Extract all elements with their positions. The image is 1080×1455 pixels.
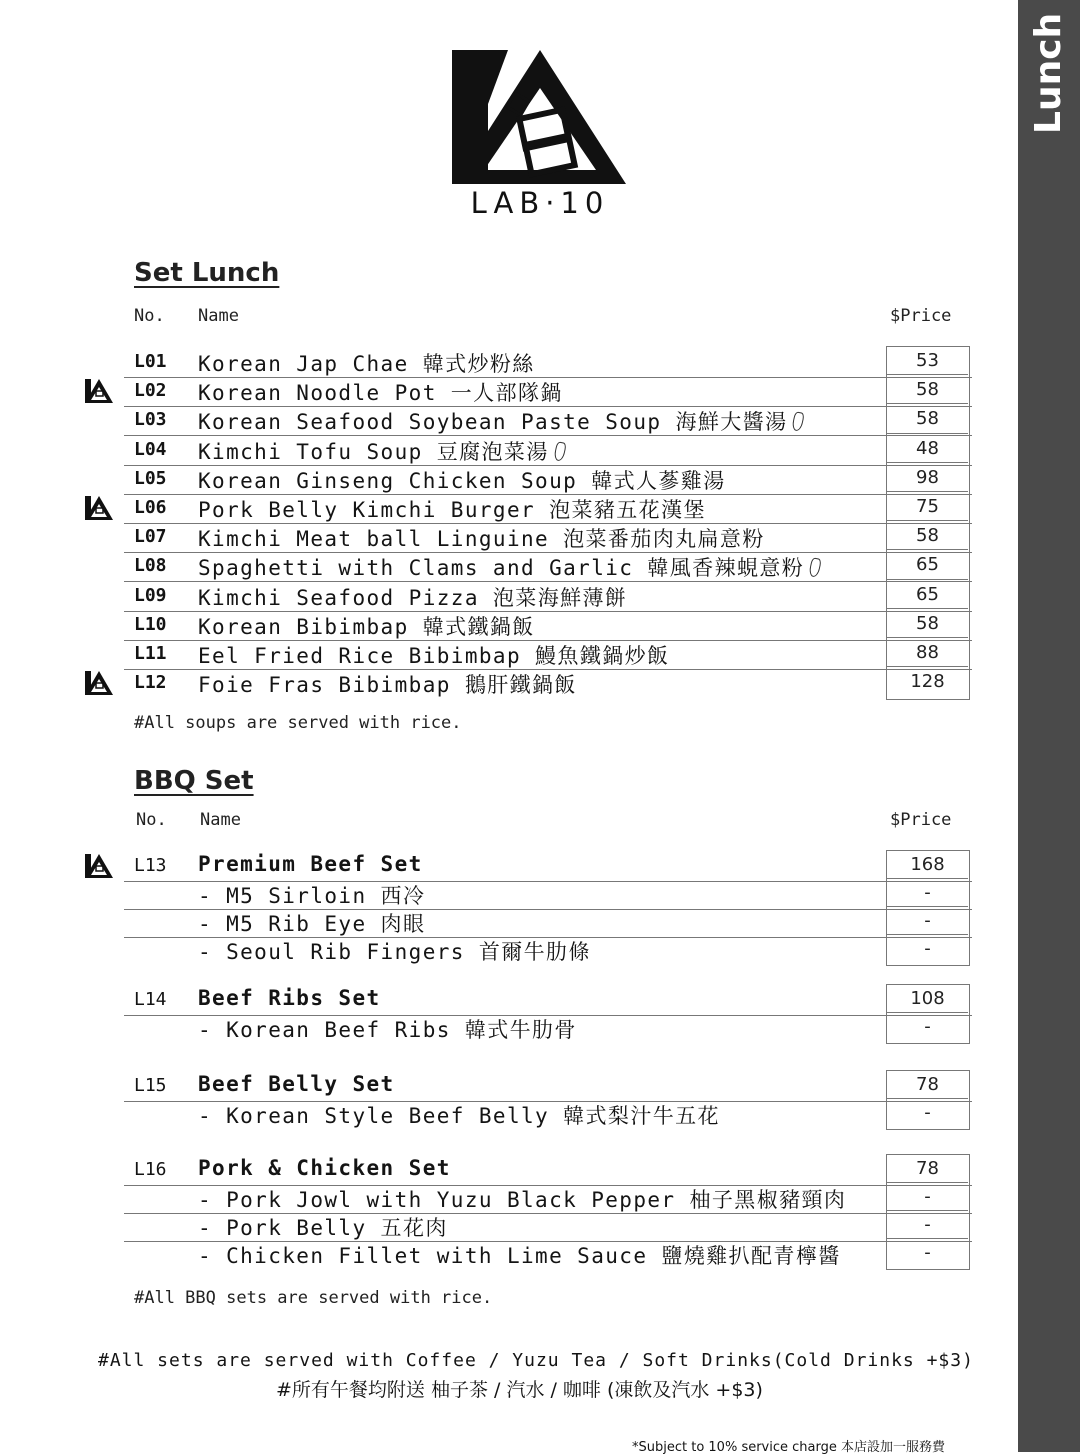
item-code: L09 — [134, 584, 167, 606]
brand-name: LAB·10 — [470, 186, 610, 220]
col-price-header: $Price — [890, 306, 952, 326]
set-name: Beef Ribs Set — [198, 986, 381, 1010]
bbq-item-name: - M5 Sirloin 西冷 — [198, 884, 426, 908]
set-name: Premium Beef Set — [198, 852, 423, 876]
bbq-set-row — [124, 1156, 972, 1186]
bbq-item-row — [124, 936, 972, 965]
lunch-price-box — [886, 346, 970, 700]
item-price: 58 — [887, 405, 968, 433]
bbq-item-price: - — [887, 879, 968, 907]
drinks-note-zh: #所有午餐均附送 柚子茶 / 汽水 / 咖啡 (凍飲及汽水 +$3) — [276, 1379, 763, 1401]
bbq-col-no-header: No. — [136, 810, 167, 830]
bbq-item-price: - — [887, 1183, 968, 1211]
bbq-price-box — [886, 984, 970, 1044]
item-name: Korean Seafood Soybean Paste Soup 海鮮大醬湯 — [198, 406, 803, 436]
item-code: L05 — [134, 467, 167, 489]
bbq-item-name: - Pork Belly 五花肉 — [198, 1216, 448, 1240]
bbq-item-price: - — [887, 907, 968, 935]
bbq-price-box — [886, 1154, 970, 1270]
item-code: L10 — [134, 613, 167, 635]
menu-item-row — [124, 465, 972, 495]
item-code: L04 — [134, 438, 167, 460]
sidebar-tab — [1018, 0, 1080, 1452]
item-name: Kimchi Meat ball Linguine 泡菜番茄肉丸扁意粉 — [198, 527, 765, 552]
bbq-item-price: - — [887, 1211, 968, 1239]
item-price: 58 — [887, 376, 968, 404]
item-code: L07 — [134, 526, 167, 548]
item-name: Eel Fried Rice Bibimbap 鰻魚鐵鍋炒飯 — [198, 644, 670, 668]
col-name-header: Name — [198, 306, 239, 326]
bbq-item-price: - — [924, 1102, 931, 1123]
item-price: 48 — [887, 435, 968, 463]
bbq-set-row — [124, 852, 972, 882]
item-price: 98 — [887, 464, 968, 492]
bbq-item-price: - — [924, 1016, 931, 1037]
item-name: Korean Ginseng Chicken Soup 韓式人蔘雞湯 — [198, 468, 726, 493]
menu-item-row — [124, 669, 972, 698]
bbq-item-row — [124, 1212, 972, 1242]
signature-dish-icon — [84, 852, 114, 886]
item-name: Pork Belly Kimchi Burger 泡菜豬五花漢堡 — [198, 498, 706, 522]
item-name: Korean Noodle Pot 一人部隊鍋 — [198, 381, 563, 406]
col-no-header: No. — [134, 306, 165, 326]
service-charge-note: *Subject to 10% service charge 本店設加一服務費 — [632, 1440, 945, 1455]
bbq-item-row — [124, 908, 972, 938]
item-name: Korean Bibimbap 韓式鐵鍋飯 — [198, 614, 535, 639]
bbq-col-name-header: Name — [200, 810, 241, 830]
bbq-item-row — [124, 880, 972, 910]
soups-note: #All soups are served with rice. — [134, 713, 462, 733]
set-lunch-title: Set Lunch — [134, 258, 280, 288]
menu-item-row — [124, 523, 972, 553]
sidebar-label: Lunch — [1028, 12, 1069, 134]
menu-item-row — [124, 582, 972, 612]
bbq-price-box — [886, 1070, 970, 1130]
set-code: L14 — [134, 989, 167, 1010]
bbq-item-price: - — [924, 1242, 931, 1263]
menu-item-row — [124, 552, 972, 582]
signature-dish-icon — [84, 494, 114, 528]
bbq-note: #All BBQ sets are served with rice. — [134, 1288, 493, 1308]
item-price: 75 — [887, 493, 968, 521]
bbq-item-row — [124, 1184, 972, 1214]
set-name: Beef Belly Set — [198, 1072, 395, 1096]
menu-item-row — [124, 406, 972, 436]
item-name: Kimchi Tofu Soup 豆腐泡菜湯 — [198, 436, 565, 466]
bbq-set-row — [124, 986, 972, 1016]
signature-dish-icon — [84, 377, 114, 411]
set-code: L16 — [134, 1159, 167, 1180]
item-code: L01 — [134, 351, 167, 372]
bbq-item-name: - Seoul Rib Fingers 首爾牛肋條 — [198, 940, 591, 964]
chili-spicy-icon — [792, 412, 806, 433]
item-price: 58 — [887, 522, 968, 550]
menu-item-row — [124, 611, 972, 641]
item-price: 65 — [887, 581, 968, 609]
item-code: L12 — [134, 672, 167, 694]
item-code: L03 — [134, 409, 167, 431]
drinks-note-en: #All sets are served with Coffee / Yuzu Tea / Soft Drinks(Cold Drinks +$3) — [98, 1350, 974, 1371]
item-price: 58 — [887, 610, 968, 638]
item-code: L06 — [134, 497, 167, 518]
menu-item-row — [124, 377, 972, 407]
bbq-set-row — [124, 1072, 972, 1102]
set-price: 168 — [887, 851, 968, 879]
chili-spicy-icon — [553, 441, 567, 462]
item-price: 88 — [887, 639, 968, 667]
bbq-set-title: BBQ Set — [134, 766, 254, 796]
bbq-item-name: - Chicken Fillet with Lime Sauce 鹽燒雞扒配青檸醬 — [198, 1244, 841, 1268]
item-code: L11 — [134, 643, 167, 664]
set-price: 78 — [887, 1155, 968, 1183]
item-name: Korean Jap Chae 韓式炒粉絲 — [198, 352, 535, 376]
signature-dish-icon — [84, 669, 114, 703]
item-name: Foie Fras Bibimbap 鵝肝鐵鍋飯 — [198, 673, 577, 698]
bbq-item-name: - Korean Style Beef Belly 韓式梨汁牛五花 — [198, 1104, 720, 1128]
item-code: L08 — [134, 555, 167, 577]
menu-item-row — [124, 436, 972, 466]
bbq-col-price-header: $Price — [890, 810, 952, 830]
set-price: 108 — [887, 985, 968, 1013]
bbq-item-row — [124, 1240, 972, 1269]
chili-spicy-icon — [808, 558, 822, 579]
bbq-item-name: - Pork Jowl with Yuzu Black Pepper 柚子黑椒豬頸肉 — [198, 1188, 847, 1212]
item-code: L02 — [134, 380, 167, 402]
item-name: Spaghetti with Clams and Garlic 韓風香辣蜆意粉 — [198, 552, 820, 582]
bbq-item-price: - — [924, 938, 931, 959]
set-code: L13 — [134, 855, 167, 876]
set-code: L15 — [134, 1075, 167, 1096]
brand-logo-icon — [450, 44, 630, 184]
menu-item-row — [124, 640, 972, 670]
item-price: 65 — [887, 551, 968, 579]
menu-item-row — [124, 494, 972, 524]
set-name: Pork & Chicken Set — [198, 1156, 451, 1180]
bbq-item-row — [124, 1100, 972, 1129]
bbq-item-name: - Korean Beef Ribs 韓式牛肋骨 — [198, 1018, 577, 1042]
item-price: 128 — [910, 671, 945, 693]
bbq-price-box — [886, 850, 970, 966]
item-price: 53 — [887, 347, 968, 375]
item-name: Kimchi Seafood Pizza 泡菜海鮮薄餅 — [198, 585, 628, 610]
menu-item-row — [124, 348, 972, 378]
set-price: 78 — [887, 1071, 968, 1099]
bbq-item-name: - M5 Rib Eye 肉眼 — [198, 912, 426, 936]
bbq-item-row — [124, 1014, 972, 1043]
